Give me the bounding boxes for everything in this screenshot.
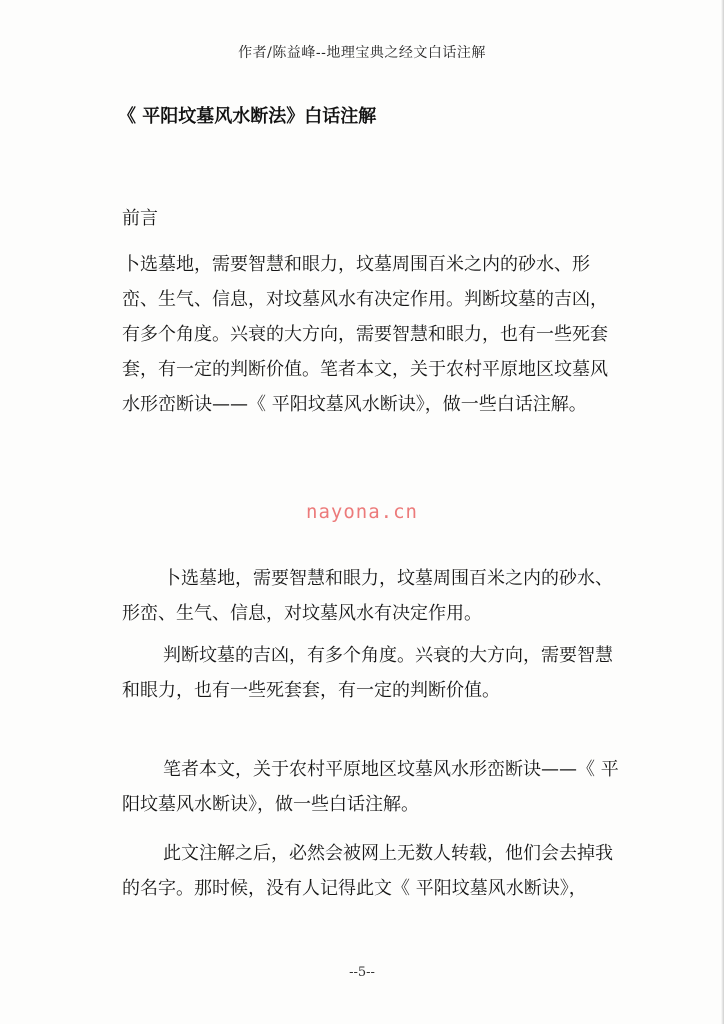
page-number: --5--	[349, 965, 375, 980]
section-heading-preface: 前言	[122, 208, 158, 229]
document-title: 《 平阳坟墓风水断法》白话注解	[118, 106, 377, 127]
body-paragraph-2: 判断坟墓的吉凶，有多个角度。兴衰的大方向，需要智慧和眼力，也有一些死套套，有一定的判断价值。	[122, 645, 613, 701]
intro-paragraph: 卜选墓地，需要智慧和眼力，坟墓周围百米之内的砂水、形峦、生气、信息，对坟墓风水有决定作用。判断坟墓的吉凶，有多个角度。兴衰的大方向，需要智慧和眼力，也有一些死套套，有一定的判断价值。笔者本文，关于农村平原地区坟墓风水形峦断诀——《 平阳坟墓风水断诀》，做一些白话注解。	[122, 254, 608, 415]
body-paragraph-4: 此文注解之后，必然会被网上无数人转载，他们会去掉我的名字。那时候，没有人记得此文《 平阳坟墓风水断诀》，	[122, 843, 613, 899]
page-header: 作者/陈益峰--地理宝典之经文白话注解	[238, 45, 486, 61]
body-paragraph-1: 卜选墓地，需要智慧和眼力，坟墓周围百米之内的砂水、形峦、生气、信息，对坟墓风水有决定作用。	[122, 568, 613, 624]
watermark-text: nayona.cn	[306, 501, 418, 523]
body-paragraph-3: 笔者本文，关于农村平原地区坟墓风水形峦断诀——《 平阳坟墓风水断诀》，做一些白话注解。	[122, 759, 619, 815]
